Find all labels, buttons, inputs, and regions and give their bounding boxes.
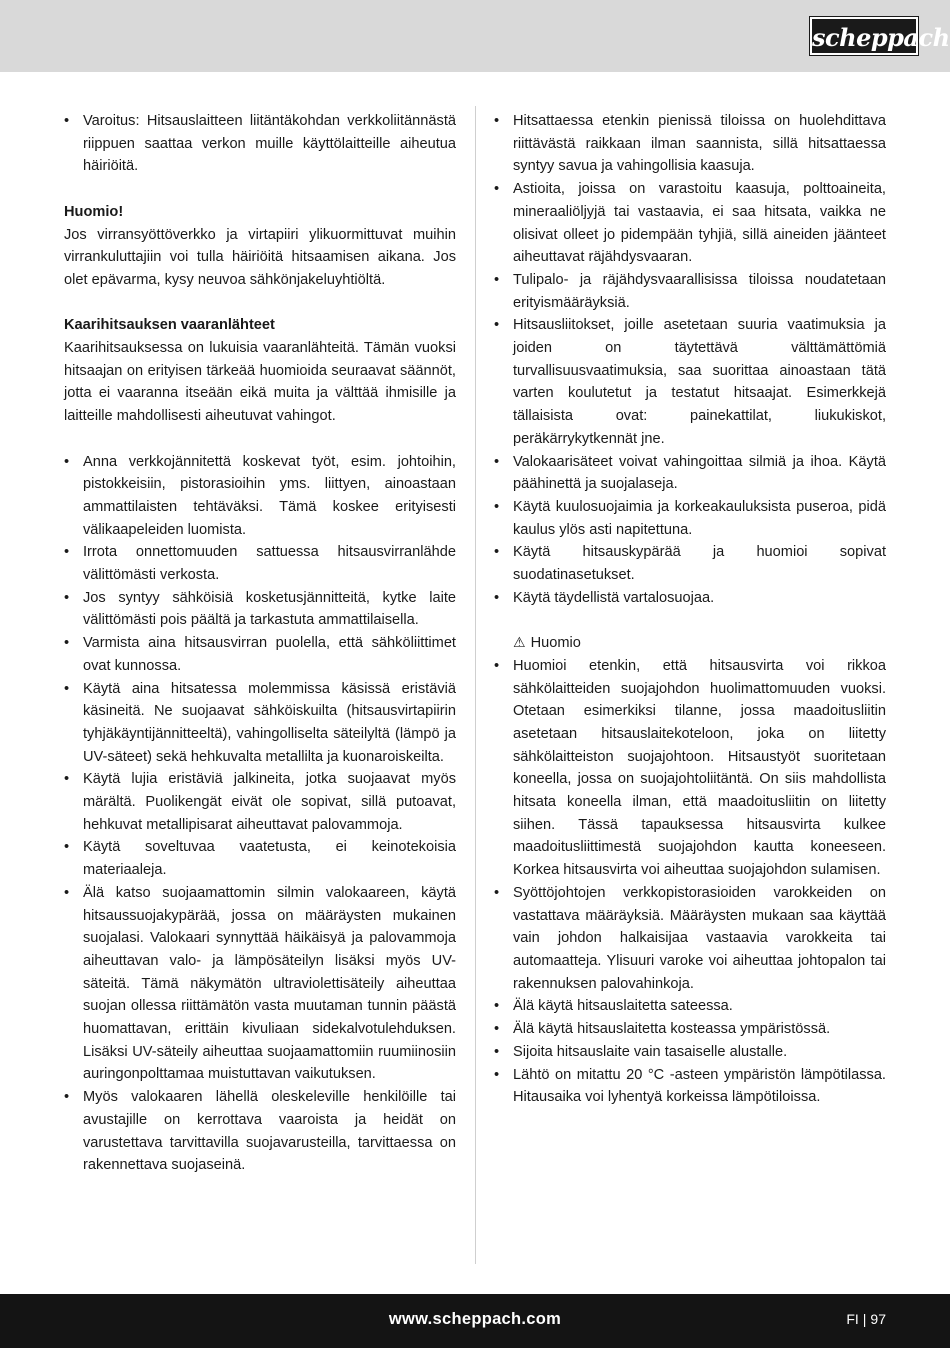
list-item: • Jos syntyy sähköisiä kosketusjännitteitä, kytke laite välittömästi pois päältä ja tarkastuta ammattilaisella.	[64, 587, 456, 632]
section-title: Kaarihitsauksen vaaranlähteet	[64, 317, 275, 334]
list-item: • Valokaarisäteet voivat vahingoittaa silmiä ja ihoa. Käytä päähinettä ja suojalaseja.	[494, 451, 886, 496]
list-item: • Älä katso suojaamattomin silmin valokaareen, käytä hitsaussuojakypärää, jossa on määräysten mukainen suojalasi. Valokaari synnyttää häikäisyä ja palovammoja aiheuttavan valo- ja lämpösäteilyn lisäksi myös UV-säteitä. Tämä näkymätön ultraviolettisäteily aiheuttaa suojan ollessa riittämätön vasta muutaman tunnin päästä huomattavan, erittäin kivuliaan sidekalvotulehduksen. Lisäksi UV-säteily aiheuttaa suojaamattomiin ruumiinosiin auringonpolttamaa muistuttavan vaikutuksen.	[64, 882, 456, 1086]
list-item: • Älä käytä hitsauslaitetta sateessa.	[494, 995, 886, 1018]
list-item: • Astioita, joissa on varastoitu kaasuja, polttoaineita, mineraaliöljyjä tai vastaavia, ei saa hitsata, vaikka ne olisivat olleet jo pidempään tyhjiä, sillä aineiden jäänteet aiheuttavat räjähdysvaaran.	[494, 178, 886, 269]
page-footer	[0, 1294, 950, 1348]
list-item: • Syöttöjohtojen verkkopistorasioiden varokkeiden on vastattava määräyksiä. Määräysten mukaan saa käyttää vain johdon halkaisijaa vastaavia varokkeita tai automaatteja. Ylisuuri varoke voi aiheuttaa johtopalon tai rakennuksen palovahinkoja.	[494, 882, 886, 996]
section-text: Kaarihitsauksessa on lukuisia vaaranlähteitä. Tämän vuoksi hitsaajan on erityisen tärkeää huomioida seuraavat säännöt, jotta ei vaaranna itseään eikä muita ja välttää ihmisille ja laitteille mahdollisesti aiheutuvat vahingot.	[64, 340, 456, 425]
warning-triangle-icon: ⚠	[513, 635, 526, 652]
intro-list	[64, 110, 456, 178]
list-item: • Varoitus: Hitsauslaitteen liitäntäkohdan verkkoliitännästä riippuen saattaa verkon muille käyttölaitteille aiheutua häiriöitä.	[64, 110, 456, 178]
page-header	[0, 0, 950, 72]
website-link[interactable]: www.scheppach.com	[388, 1310, 562, 1328]
list-item: • Käytä täydellistä vartalosuojaa.	[494, 587, 886, 610]
list-item: • Käytä lujia eristäviä jalkineita, jotka suojaavat myös märältä. Puolikengät eivät ole sopivat, sillä putoavat, hehkuvat metallipisarat aiheuttavat palovammoja.	[64, 768, 456, 836]
list-item: • Varmista aina hitsausvirran puolella, että sähköliittimet ovat kunnossa.	[64, 632, 456, 677]
list-item: • Anna verkkojännitettä koskevat työt, esim. johtoihin, pistokkeisiin, pistorasioihin yms. liittyen, ainoastaan ammattilaisten tehtäväksi. Tämä koskee erityisesti välikaapeleiden luomista.	[64, 451, 456, 542]
page-number-value: 97	[870, 1311, 886, 1327]
notice-title: Huomio	[530, 635, 581, 652]
notice-title: Huomio!	[64, 203, 124, 220]
page-separator: |	[862, 1311, 867, 1327]
list-item: • Irrota onnettomuuden sattuessa hitsausvirranlähde välittömästi verkosta.	[64, 541, 456, 586]
page-number	[846, 1294, 886, 1344]
list-item: • Huomioi etenkin, että hitsausvirta voi rikkoa sähkölaitteiden suojajohdon huolimattomuuden vuoksi. Otetaan esimerkiksi tilanne, jossa maadoitusliitin asetetaan hitsauslaitekoteloon, joka on liitetty sähkölaitteiston suojajohtoon. Hitsaustyöt suoritetaan koneella, jossa on suojajohtoliitäntä. On siis mahdollista hitsata koneella ilman, että maadoitusliitin on liitetty siihen. Tässä tapauksessa hitsausvirta kulkee maadoitusliittimestä suojajohdon kautta koneeseen. Korkea hitsausvirta voi aiheuttaa suojajohdon sulamisen.	[494, 655, 886, 882]
list-item: • Tulipalo- ja räjähdysvaarallisissa tiloissa noudatetaan erityismääräyksiä.	[494, 269, 886, 314]
list-item: • Älä käytä hitsauslaitetta kosteassa ympäristössä.	[494, 1018, 886, 1041]
list-item: • Käytä soveltuvaa vaatetusta, ei keinotekoisia materiaaleja.	[64, 836, 456, 881]
column-divider	[475, 106, 476, 1264]
right-column	[494, 110, 886, 1109]
left-column	[64, 110, 456, 1177]
list-item: • Hitsausliitokset, joille asetetaan suuria vaatimuksia ja joiden on täytettävä välttämättömiä turvallisuusvaatimuksia, saa suorittaa ainoastaan tätä varten koulutetut ja testatut hitsaajat. Esimerkkejä tällaisista ovat: painekattilat, liukukiskot, peräkärrykytkennät jne.	[494, 314, 886, 450]
hazard-list	[64, 451, 456, 1178]
list-item: • Sijoita hitsauslaite vain tasaiselle alustalle.	[494, 1041, 886, 1064]
list-item: • Lähtö on mitattu 20 °C -asteen ympäristön lämpötilassa. Hitausaika voi lyhentyä korkeissa lämpötiloissa.	[494, 1064, 886, 1109]
list-item: • Hitsattaessa etenkin pienissä tiloissa on huolehdittava riittävästä raikkaan ilman saannista, sillä hitsattaessa syntyy savua ja vahingollisia kaasuja.	[494, 110, 886, 178]
notice-heading	[494, 632, 886, 655]
notice-text: Jos virransyöttöverkko ja virtapiiri ylikuormittuvat muihin virrankuluttajiin voi tulla häiriöitä hitsaamisen aikana. Jos olet epävarma, kysy neuvoa sähkönjakeluyhtiöltä.	[64, 226, 456, 288]
list-item: • Käytä hitsauskypärää ja huomioi sopivat suodatinasetukset.	[494, 541, 886, 586]
list-item: • Käytä aina hitsatessa molemmissa käsissä eristäviä käsineitä. Ne suojaavat sähköiskuilta (hitsausvirtapiirin tyhjäkäyntijännitteeltä), vahingolliselta säteilyltä (lämpö ja UV-säteet) sekä hehkuvalta metallilta ja kuonaroiskeilta.	[64, 678, 456, 769]
brand-logo: scheppach	[810, 17, 918, 55]
list-item: • Myös valokaaren lähellä oleskeleville henkilöille tai avustajille on kerrottava vaaroista ja heidät on varustettava tarvittavilla suojavarusteilla, tarvittaessa on rakennettava suojaseinä.	[64, 1086, 456, 1177]
notice-list	[494, 655, 886, 1109]
language-code: FI	[846, 1311, 859, 1327]
list-item: • Käytä kuulosuojaimia ja korkeakauluksista puseroa, pidä kaulus ylös asti napitettuna.	[494, 496, 886, 541]
safety-list	[494, 110, 886, 609]
